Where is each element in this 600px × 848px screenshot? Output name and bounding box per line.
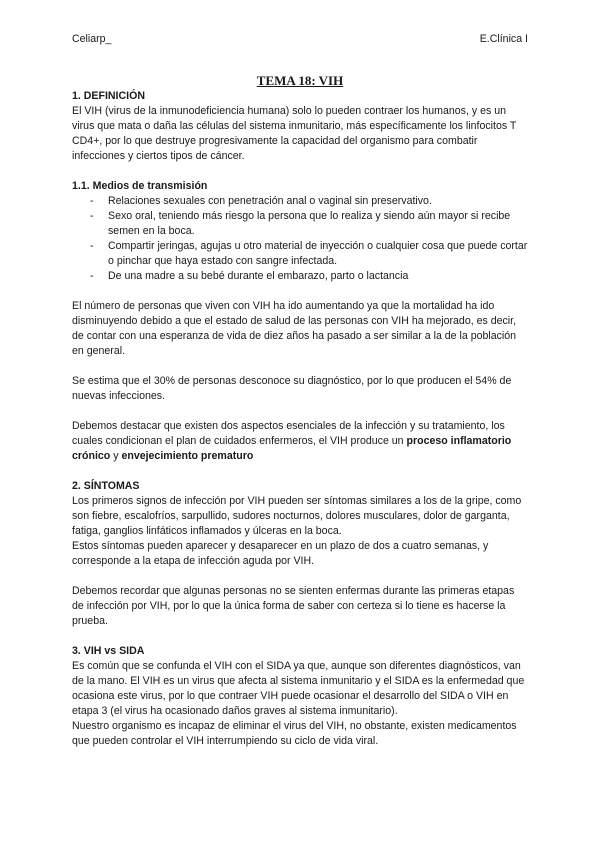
transmision-list	[72, 194, 528, 284]
section-transmision-heading: 1.1. Medios de transmisión	[72, 180, 208, 192]
page-title: TEMA 18: VIH	[256, 73, 344, 88]
aspectos-bold-1: proceso inflamatorio crónico	[72, 435, 512, 462]
list-item: - Compartir jeringas, agujas u otro material de inyección o cualquier cosa que puede cortar o pinchar que haya estado con sangre infectada.	[90, 239, 528, 269]
paragraph-mortalidad: El número de personas que viven con VIH ha ido aumentando ya que la mortalidad ha ido disminuyendo debido a que el estado de salud de las personas con VIH ha mejorado, es decir, de contar con una esperanza de vida de diez años ha pasado a ser similar a la de la población en general.	[72, 300, 517, 357]
document-page	[72, 32, 528, 749]
aspectos-text-a: Debemos destacar que existen dos aspectos esenciales de la infección y su tratamiento, los cuales condicionan el plan de cuidados enfermeros, el VIH produce un	[72, 420, 505, 447]
section-sintomas-heading: 2. SÍNTOMAS	[72, 480, 140, 492]
paragraph-vih-sida-2: Nuestro organismo es incapaz de eliminar el virus del VIH, no obstante, existen medicamentos que pueden controlar el VIH interrumpiendo su ciclo de vida viral.	[72, 720, 517, 747]
aspectos-bold-2: envejecimiento prematuro	[121, 450, 254, 462]
paragraph-aspectos	[72, 419, 528, 464]
header-author: Celiarp_	[72, 33, 112, 45]
list-item: - De una madre a su bebé durante el embarazo, parto o lactancia	[90, 269, 528, 284]
section-vih-sida-heading: 3. VIH vs SIDA	[72, 645, 145, 657]
list-item: - Relaciones sexuales con penetración anal o vaginal sin preservativo.	[90, 194, 528, 209]
paragraph-sintomas-3: Debemos recordar que algunas personas no se sienten enfermas durante las primeras etapas de infección por VIH, por lo que la única forma de saber con certeza si lo tiene es hacerse la prueba.	[72, 585, 515, 627]
header-course: E.Clínica I	[479, 33, 528, 45]
paragraph-estimacion: Se estima que el 30% de personas desconoce su diagnóstico, por lo que producen el 54% de nuevas infecciones.	[72, 375, 512, 402]
list-item: - Sexo oral, teniendo más riesgo la persona que lo realiza y siendo aún mayor si recibe semen en la boca.	[90, 209, 528, 239]
paragraph-sintomas-1: Los primeros signos de infección por VIH pueden ser síntomas similares a los de la gripe, como son fiebre, escalofríos, sarpullido, sudores nocturnos, dolores musculares, dolor de garganta, fatiga, ganglios linfáticos inflamados y úlceras en la boca.	[72, 495, 522, 537]
paragraph-vih-sida-1: Es común que se confunda el VIH con el SIDA ya que, aunque son diferentes diagnósticos, van de la mano. El VIH es un virus que afecta al sistema inmunitario y el SIDA es la enfermedad que ocasiona este virus, por lo que contraer VIH puede ocasionar el desarrollo del SIDA o VIH en etapa 3 (el virus ha ocasionado daños graves al sistema inmunitario).	[72, 660, 525, 717]
section-definicion-text: El VIH (virus de la inmunodeficiencia humana) solo lo pueden contraer los humanos, y es un virus que mata o daña las células del sistema inmunitario, más específicamente los linfocitos T CD4+, por lo que destruye progresivamente la capacidad del organismo para combatir infecciones y ciertos tipos de cáncer.	[72, 105, 517, 162]
aspectos-text-c: y	[110, 450, 122, 462]
section-definicion-heading: 1. DEFINICIÓN	[72, 90, 145, 102]
paragraph-sintomas-2: Estos síntomas pueden aparecer y desaparecer en un plazo de dos a cuatro semanas, y corresponde a la etapa de infección aguda por VIH.	[72, 540, 489, 567]
page-header	[72, 32, 528, 47]
